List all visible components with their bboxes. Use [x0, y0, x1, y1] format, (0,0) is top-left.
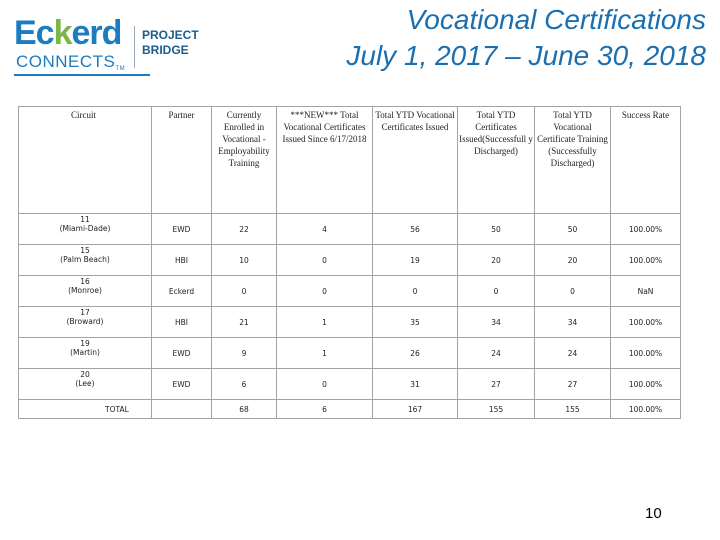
cell-new-certs: 0	[277, 245, 373, 276]
cell-ytd-certs: 19	[373, 245, 458, 276]
cell-new-certs: 6	[277, 400, 373, 419]
cell-enrolled: 68	[212, 400, 277, 419]
cell-circuit: 20 (Lee)	[19, 369, 152, 400]
cell-circuit: 15 (Palm Beach)	[19, 245, 152, 276]
table-row	[19, 245, 681, 276]
cell-enrolled: 0	[212, 276, 277, 307]
cell-enrolled: 21	[212, 307, 277, 338]
header-circuit: Circuit	[19, 107, 152, 214]
table-row	[19, 338, 681, 369]
logo-project-bridge: PROJECT BRIDGE	[142, 28, 199, 57]
cell-partner: HBI	[152, 307, 212, 338]
cell-success-rate: 100.00%	[611, 338, 681, 369]
cell-ytd-training: 24	[535, 338, 611, 369]
cell-partner: EWD	[152, 214, 212, 245]
title-line-1: Vocational Certifications	[406, 4, 706, 35]
cell-ytd-training: 50	[535, 214, 611, 245]
cell-success-rate: 100.00%	[611, 369, 681, 400]
table-header-row	[19, 107, 681, 214]
cell-success-rate: NaN	[611, 276, 681, 307]
header-ytd-training-discharged: Total YTD Vocational Certificate Training (Successfully Discharged)	[535, 107, 611, 214]
cell-partner: EWD	[152, 369, 212, 400]
cell-new-certs: 1	[277, 338, 373, 369]
eckerd-connects-logo	[14, 8, 224, 78]
page-number: 10	[645, 505, 662, 522]
cell-new-certs: 0	[277, 369, 373, 400]
cell-ytd-issued: 20	[458, 245, 535, 276]
cell-circuit: 17 (Broward)	[19, 307, 152, 338]
header-new-certs: ***NEW*** Total Vocational Certificates Issued Since 6/17/2018	[277, 107, 373, 214]
logo-brand-main: Eckerd	[14, 14, 122, 52]
cell-partner: Eckerd	[152, 276, 212, 307]
cell-success-rate: 100.00%	[611, 245, 681, 276]
certifications-table	[18, 106, 681, 419]
cell-new-certs: 1	[277, 307, 373, 338]
logo-underline	[14, 74, 150, 76]
cell-enrolled: 9	[212, 338, 277, 369]
cell-ytd-certs: 26	[373, 338, 458, 369]
cell-ytd-certs: 56	[373, 214, 458, 245]
cell-success-rate: 100.00%	[611, 214, 681, 245]
cell-total-label: TOTAL	[19, 400, 152, 419]
cell-ytd-training: 20	[535, 245, 611, 276]
cell-ytd-certs: 35	[373, 307, 458, 338]
cell-ytd-certs: 0	[373, 276, 458, 307]
cell-ytd-certs: 31	[373, 369, 458, 400]
cell-ytd-training: 34	[535, 307, 611, 338]
logo-divider	[134, 26, 135, 68]
cell-ytd-issued: 155	[458, 400, 535, 419]
cell-new-certs: 4	[277, 214, 373, 245]
table-row	[19, 276, 681, 307]
table-total-row	[19, 400, 681, 419]
cell-ytd-issued: 27	[458, 369, 535, 400]
cell-ytd-training: 0	[535, 276, 611, 307]
logo-brand-sub: CONNECTSTM	[16, 52, 126, 72]
cell-ytd-issued: 0	[458, 276, 535, 307]
cell-circuit: 16 (Monroe)	[19, 276, 152, 307]
cell-enrolled: 10	[212, 245, 277, 276]
cell-enrolled: 22	[212, 214, 277, 245]
cell-enrolled: 6	[212, 369, 277, 400]
cell-circuit: 11 (Miami-Dade)	[19, 214, 152, 245]
title-line-2: July 1, 2017 – June 30, 2018	[346, 40, 706, 71]
table-row	[19, 307, 681, 338]
cell-ytd-issued: 34	[458, 307, 535, 338]
table-row	[19, 369, 681, 400]
cell-partner: HBI	[152, 245, 212, 276]
cell-partner: EWD	[152, 338, 212, 369]
header-ytd-issued-discharged: Total YTD Certificates Issued(Successfull y Discharged)	[458, 107, 535, 214]
cell-success-rate: 100.00%	[611, 400, 681, 419]
cell-ytd-issued: 50	[458, 214, 535, 245]
cell-success-rate: 100.00%	[611, 307, 681, 338]
cell-ytd-training: 27	[535, 369, 611, 400]
cell-ytd-issued: 24	[458, 338, 535, 369]
header-success-rate: Success Rate	[611, 107, 681, 214]
cell-circuit: 19 (Martin)	[19, 338, 152, 369]
cell-ytd-training: 155	[535, 400, 611, 419]
cell-new-certs: 0	[277, 276, 373, 307]
page-title	[346, 2, 706, 74]
cell-partner	[152, 400, 212, 419]
header-partner: Partner	[152, 107, 212, 214]
cell-ytd-certs: 167	[373, 400, 458, 419]
header-ytd-certs: Total YTD Vocational Certificates Issued	[373, 107, 458, 214]
table-row	[19, 214, 681, 245]
header-enrolled: Currently Enrolled in Vocational - Employability Training	[212, 107, 277, 214]
